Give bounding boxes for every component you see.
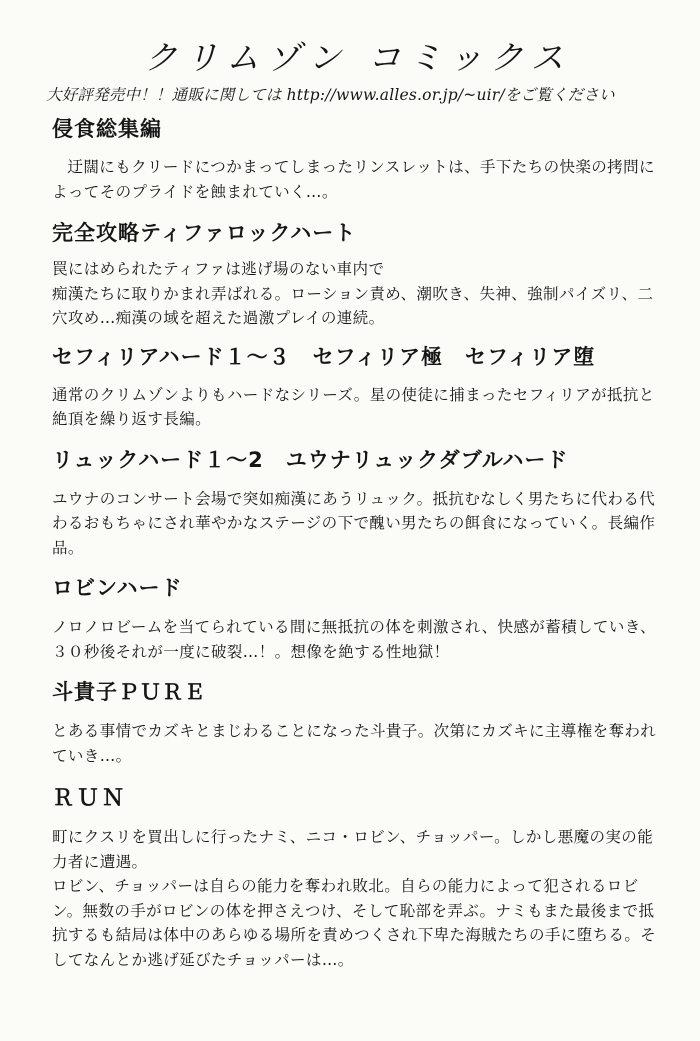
section-text: ユウナのコンサート会場で突如痴漢にあうリュック。抵抗むなしく男たちに代わる代わるおもちゃにされ華やかなステージの下で醜い男たちの餌食になっていく。長編作品。: [52, 489, 656, 557]
section-heading: 侵食総集編: [52, 117, 162, 141]
section-tokiko-pure: [52, 678, 664, 768]
section-text: とある事情でカズキとまじわることになった斗貴子。次第にカズキに主導権を奪われていき…。: [52, 722, 657, 765]
section-tifa-lockheart: [52, 219, 664, 331]
section-heading: ロビンハード: [52, 576, 183, 600]
section-text: ロビン、チョッパーは自らの能力を奪われ敗北。自らの能力によって犯されるロビン。無数の手がロビンの体を押さえつけ、そして恥部を弄ぶ。ナミもまた最後まで抵抗するも結局は体中のあらゆる場所を責めつくされ下卑た海賊たちの手に堕ちる。そしてなんとか逃げ延びたチョッパーは…。: [52, 877, 657, 969]
section-sephiria-hard: [52, 343, 664, 432]
section-shinshoku: [52, 115, 664, 204]
section-text: 迂闊にもクリードにつかまってしまったリンスレットは、手下たちの快楽の拷問によってそのプライドを蝕まれていく…。: [52, 158, 655, 201]
section-text: 通常のクリムゾンよりもハードなシリーズ。星の使徒に捕まったセフィリアが抵抗と絶頂を繰り返す長編。: [52, 385, 655, 428]
section-heading: セフィリアハード１～３ セフィリア極 セフィリア堕: [52, 344, 596, 369]
section-text: 町にクスリを買出しに行ったナミ、ニコ・ロビン、チョッパー。しかし悪魔の実の能力者に遭遇。: [52, 828, 654, 871]
section-heading: ＲＵＮ: [52, 785, 128, 811]
section-text: 痴漢たちに取りかまれ弄ばれる。ローション責め、潮吹き、失神、強制パイズリ、二穴攻め…痴漢の域を超えた過激プレイの連続。: [52, 284, 654, 327]
section-run: [52, 784, 664, 972]
mail-order-notice: 大好評発売中！！通販に関しては http://www.alles.or.jp/~uir/をご覧ください: [46, 86, 615, 104]
section-rikku-hard: [52, 446, 664, 561]
section-text: 罠にはめられたティファは逃げ場のない車内で: [52, 260, 385, 278]
section-robin-hard: [52, 574, 664, 664]
section-text: ノロノロビームを当てられている間に無抵抗の体を刺激され、快感が蓄積していき、３０秒後それが一度に破裂…！。想像を絶する性地獄！: [52, 618, 656, 661]
section-heading: 斗貴子ＰＵＲＥ: [52, 680, 206, 704]
page-title: クリムゾン コミックス: [144, 38, 572, 77]
section-heading: 完全攻略ティファロックハート: [52, 221, 357, 245]
section-heading: リュックハード１～2 ユウナリュックダブルハード: [52, 447, 569, 472]
